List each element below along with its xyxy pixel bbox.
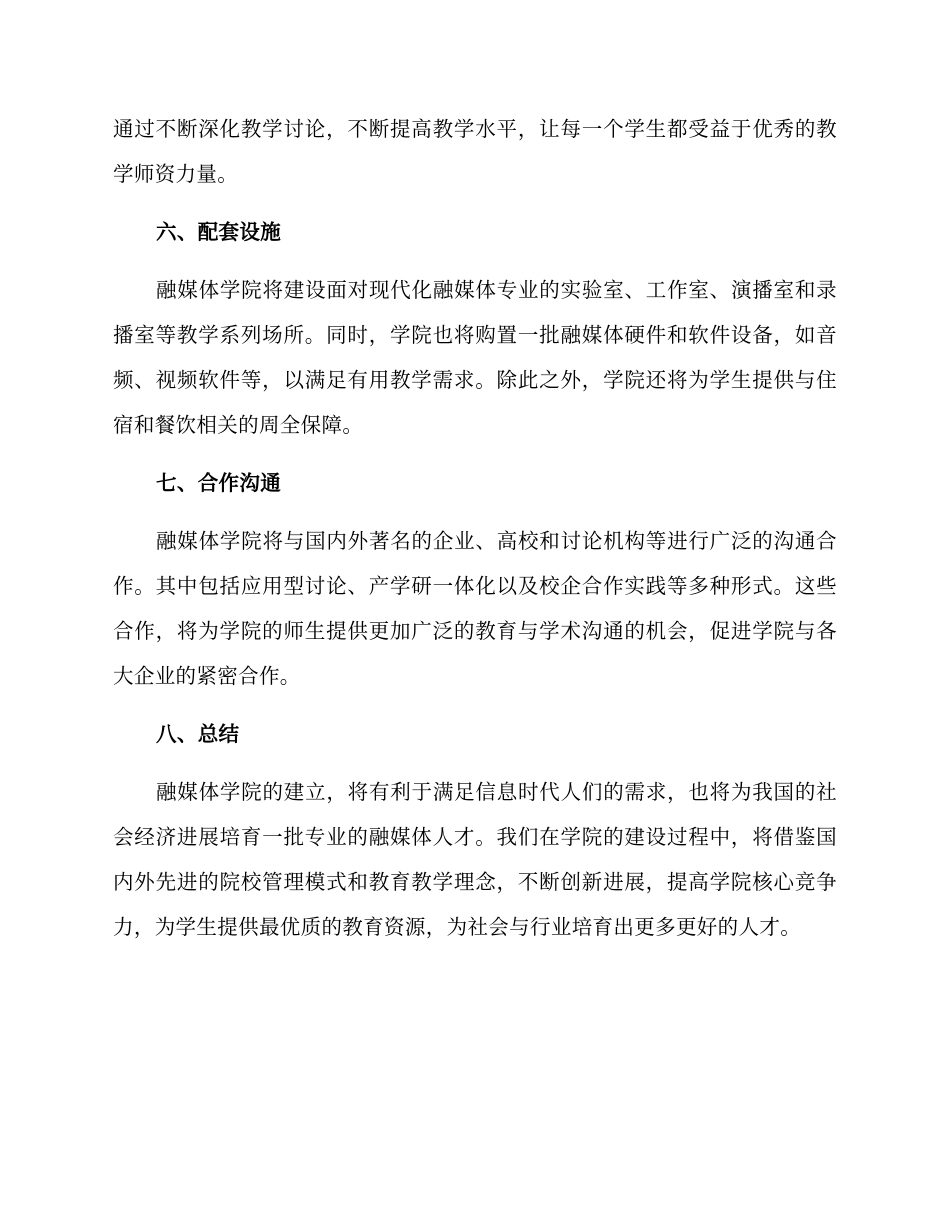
section-heading-facilities: 六、配套设施: [156, 220, 282, 244]
section-heading-cooperation: 七、合作沟通: [156, 471, 282, 495]
paragraph-summary: 融媒体学院的建立，将有利于满足信息时代人们的需求，也将为我国的社会经济进展培育一批专业的融媒体人才。我们在学院的建设过程中，将借鉴国内外先进的院校管理模式和教育教学理念，不断创新进展，提高学院核心竞争力，为学生提供最优质的教育资源，为社会与行业培育出更多更好的人才。: [113, 780, 837, 939]
paragraph-facilities: 融媒体学院将建设面对现代化融媒体专业的实验室、工作室、演播室和录播室等教学系列场所。同时，学院也将购置一批融媒体硬件和软件设备，如音频、视频软件等，以满足有用教学需求。除此之外，学院还将为学生提供与住宿和餐饮相关的周全保障。: [113, 278, 837, 437]
paragraph-intro-tail: 通过不断深化教学讨论，不断提高教学水平，让每一个学生都受益于优秀的教学师资力量。: [113, 117, 837, 186]
paragraph-cooperation: 融媒体学院将与国内外著名的企业、高校和讨论机构等进行广泛的沟通合作。其中包括应用型讨论、产学研一体化以及校企合作实践等多种形式。这些合作，将为学院的师生提供更加广泛的教育与学术沟通的机会，促进学院与各大企业的紧密合作。: [113, 529, 837, 688]
document-body: [113, 107, 837, 950]
section-heading-summary: 八、总结: [156, 722, 240, 746]
